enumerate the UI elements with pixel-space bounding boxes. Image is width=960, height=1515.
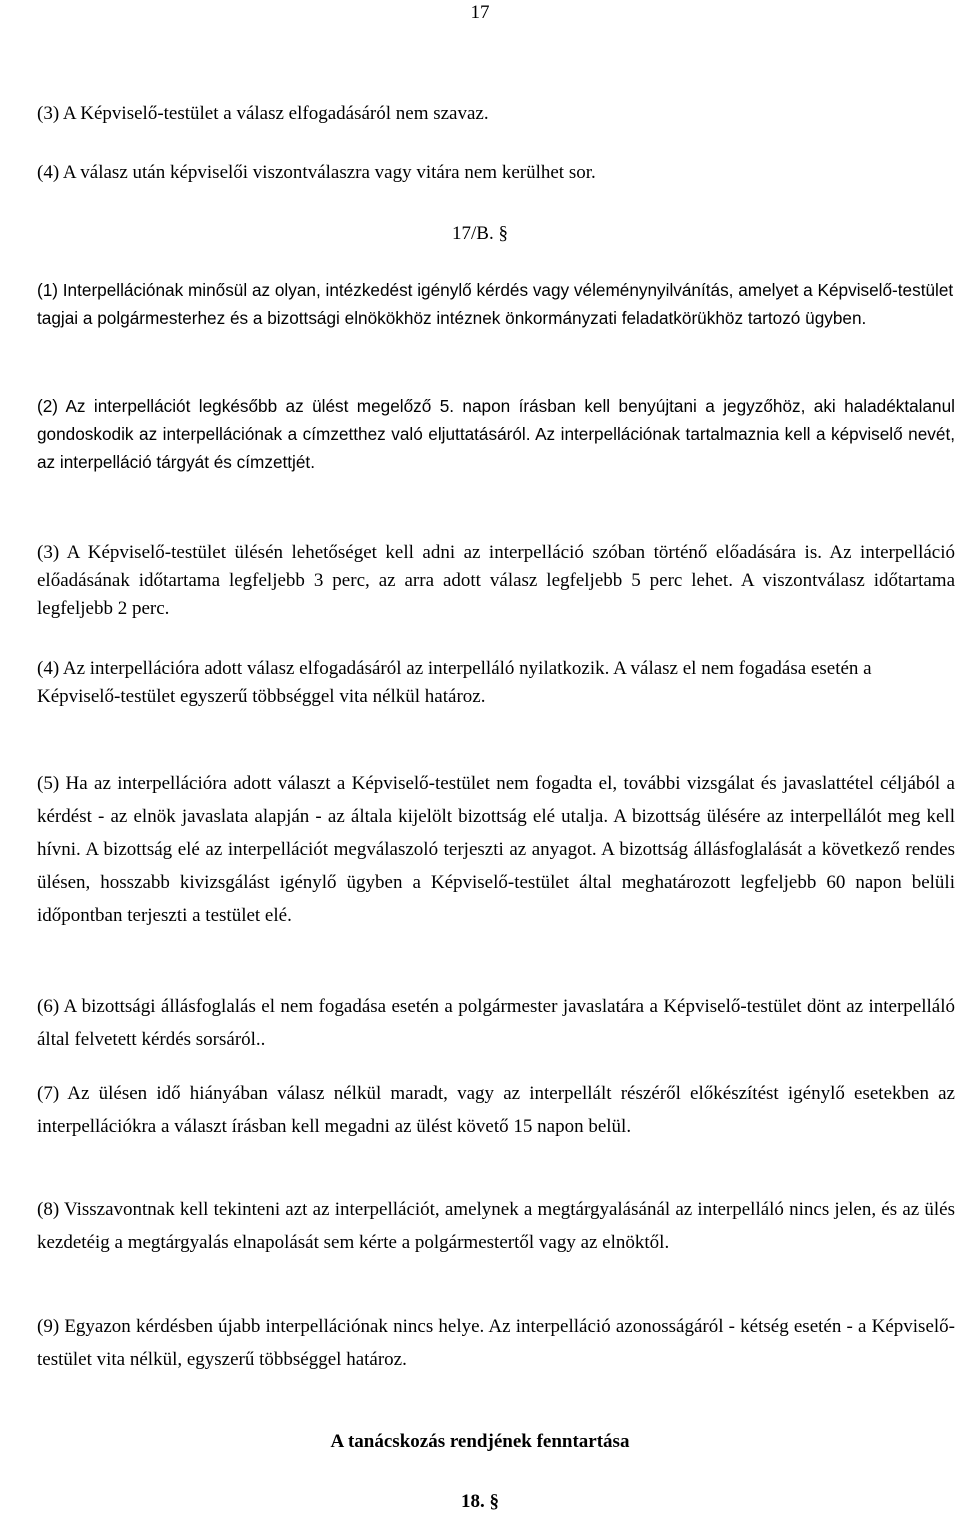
paragraph-17a-4: (4) A válasz után képviselői viszontválaszra vagy vitára nem kerülhet sor.: [37, 162, 596, 183]
section-heading-17b: 17/B. §: [452, 223, 508, 244]
paragraph-17b-5: (5) Ha az interpellációra adott választ a Képviselő-testület nem fogadta el, további vizsgálat és javaslattétel céljából a kérdést - az elnök javaslata alapján - az általa kijelölt bizottság elé utalja. A bizottság ülésére az interpellálót meg kell hívni. A bizottság elé az interpellációt megválaszoló terjeszti az anyagot. A bizottság állásfoglalását a következő rendes ülésen, hosszabb kivizsgálást igénylő ügyben a Képviselő-testület által meghatározott legfeljebb 60 napon belüli időpontban terjeszti a testület elé.: [37, 773, 955, 926]
page-number: 17: [470, 2, 490, 23]
paragraph-17b-9: (9) Egyazon kérdésben újabb interpellációnak nincs helye. Az interpelláció azonosságáról - kétség esetén - a Képviselő-testület vita nélkül, egyszerű többséggel határoz.: [37, 1316, 955, 1370]
section-heading-18: 18. §: [461, 1491, 499, 1512]
paragraph-17b-3: (3) A Képviselő-testület ülésén lehetőséget kell adni az interpelláció szóban történő előadására is. Az interpelláció előadásának időtartama legfeljebb 3 perc, az arra adott válasz legfeljebb 5 perc lehet. A viszontválasz időtartama legfeljebb 2 perc.: [37, 542, 955, 619]
section-title: A tanácskozás rendjének fenntartása: [330, 1431, 630, 1452]
paragraph-17b-4: (4) Az interpellációra adott válasz elfogadásáról az interpelláló nyilatkozik. A válasz el nem fogadása esetén a Képviselő-testület egyszerű többséggel vita nélkül határoz.: [37, 658, 872, 707]
paragraph-17b-1: (1) Interpellációnak minősül az olyan, intézkedést igénylő kérdés vagy véleménynyilvánítás, amelyet a Képviselő-testület tagjai a polgármesterhez és a bizottsági elnökökhöz intéznek önkormányzati feladatkörükhöz tartozó ügyben.: [37, 280, 954, 328]
paragraph-17b-8: (8) Visszavontnak kell tekinteni azt az interpellációt, amelynek a megtárgyalásánál az interpelláló nincs jelen, és az ülés kezdetéig a megtárgyalás elnapolását sem kérte a polgármestertől vagy az elnöktől.: [37, 1199, 955, 1253]
paragraph-17a-3: (3) A Képviselő-testület a válasz elfogadásáról nem szavaz.: [37, 103, 489, 124]
paragraph-17b-2: (2) Az interpellációt legkésőbb az ülést megelőző 5. napon írásban kell benyújtani a jegyzőhöz, aki haladéktalanul gondoskodik az interpellációnak a címzetthez való eljuttatásáról. Az interpellációnak tartalmaznia kell a képviselő nevét, az interpelláció tárgyát és címzettjét.: [37, 396, 955, 472]
paragraph-17b-6: (6) A bizottsági állásfoglalás el nem fogadása esetén a polgármester javaslatára a Képviselő-testület dönt az interpelláló által felvetett kérdés sorsáról..: [37, 996, 955, 1050]
paragraph-17b-7: (7) Az ülésen idő hiányában válasz nélkül maradt, vagy az interpellált részéről előkészítést igénylő esetekben az interpellációkra a választ írásban kell megadni az ülést követő 15 napon belül.: [37, 1083, 955, 1137]
